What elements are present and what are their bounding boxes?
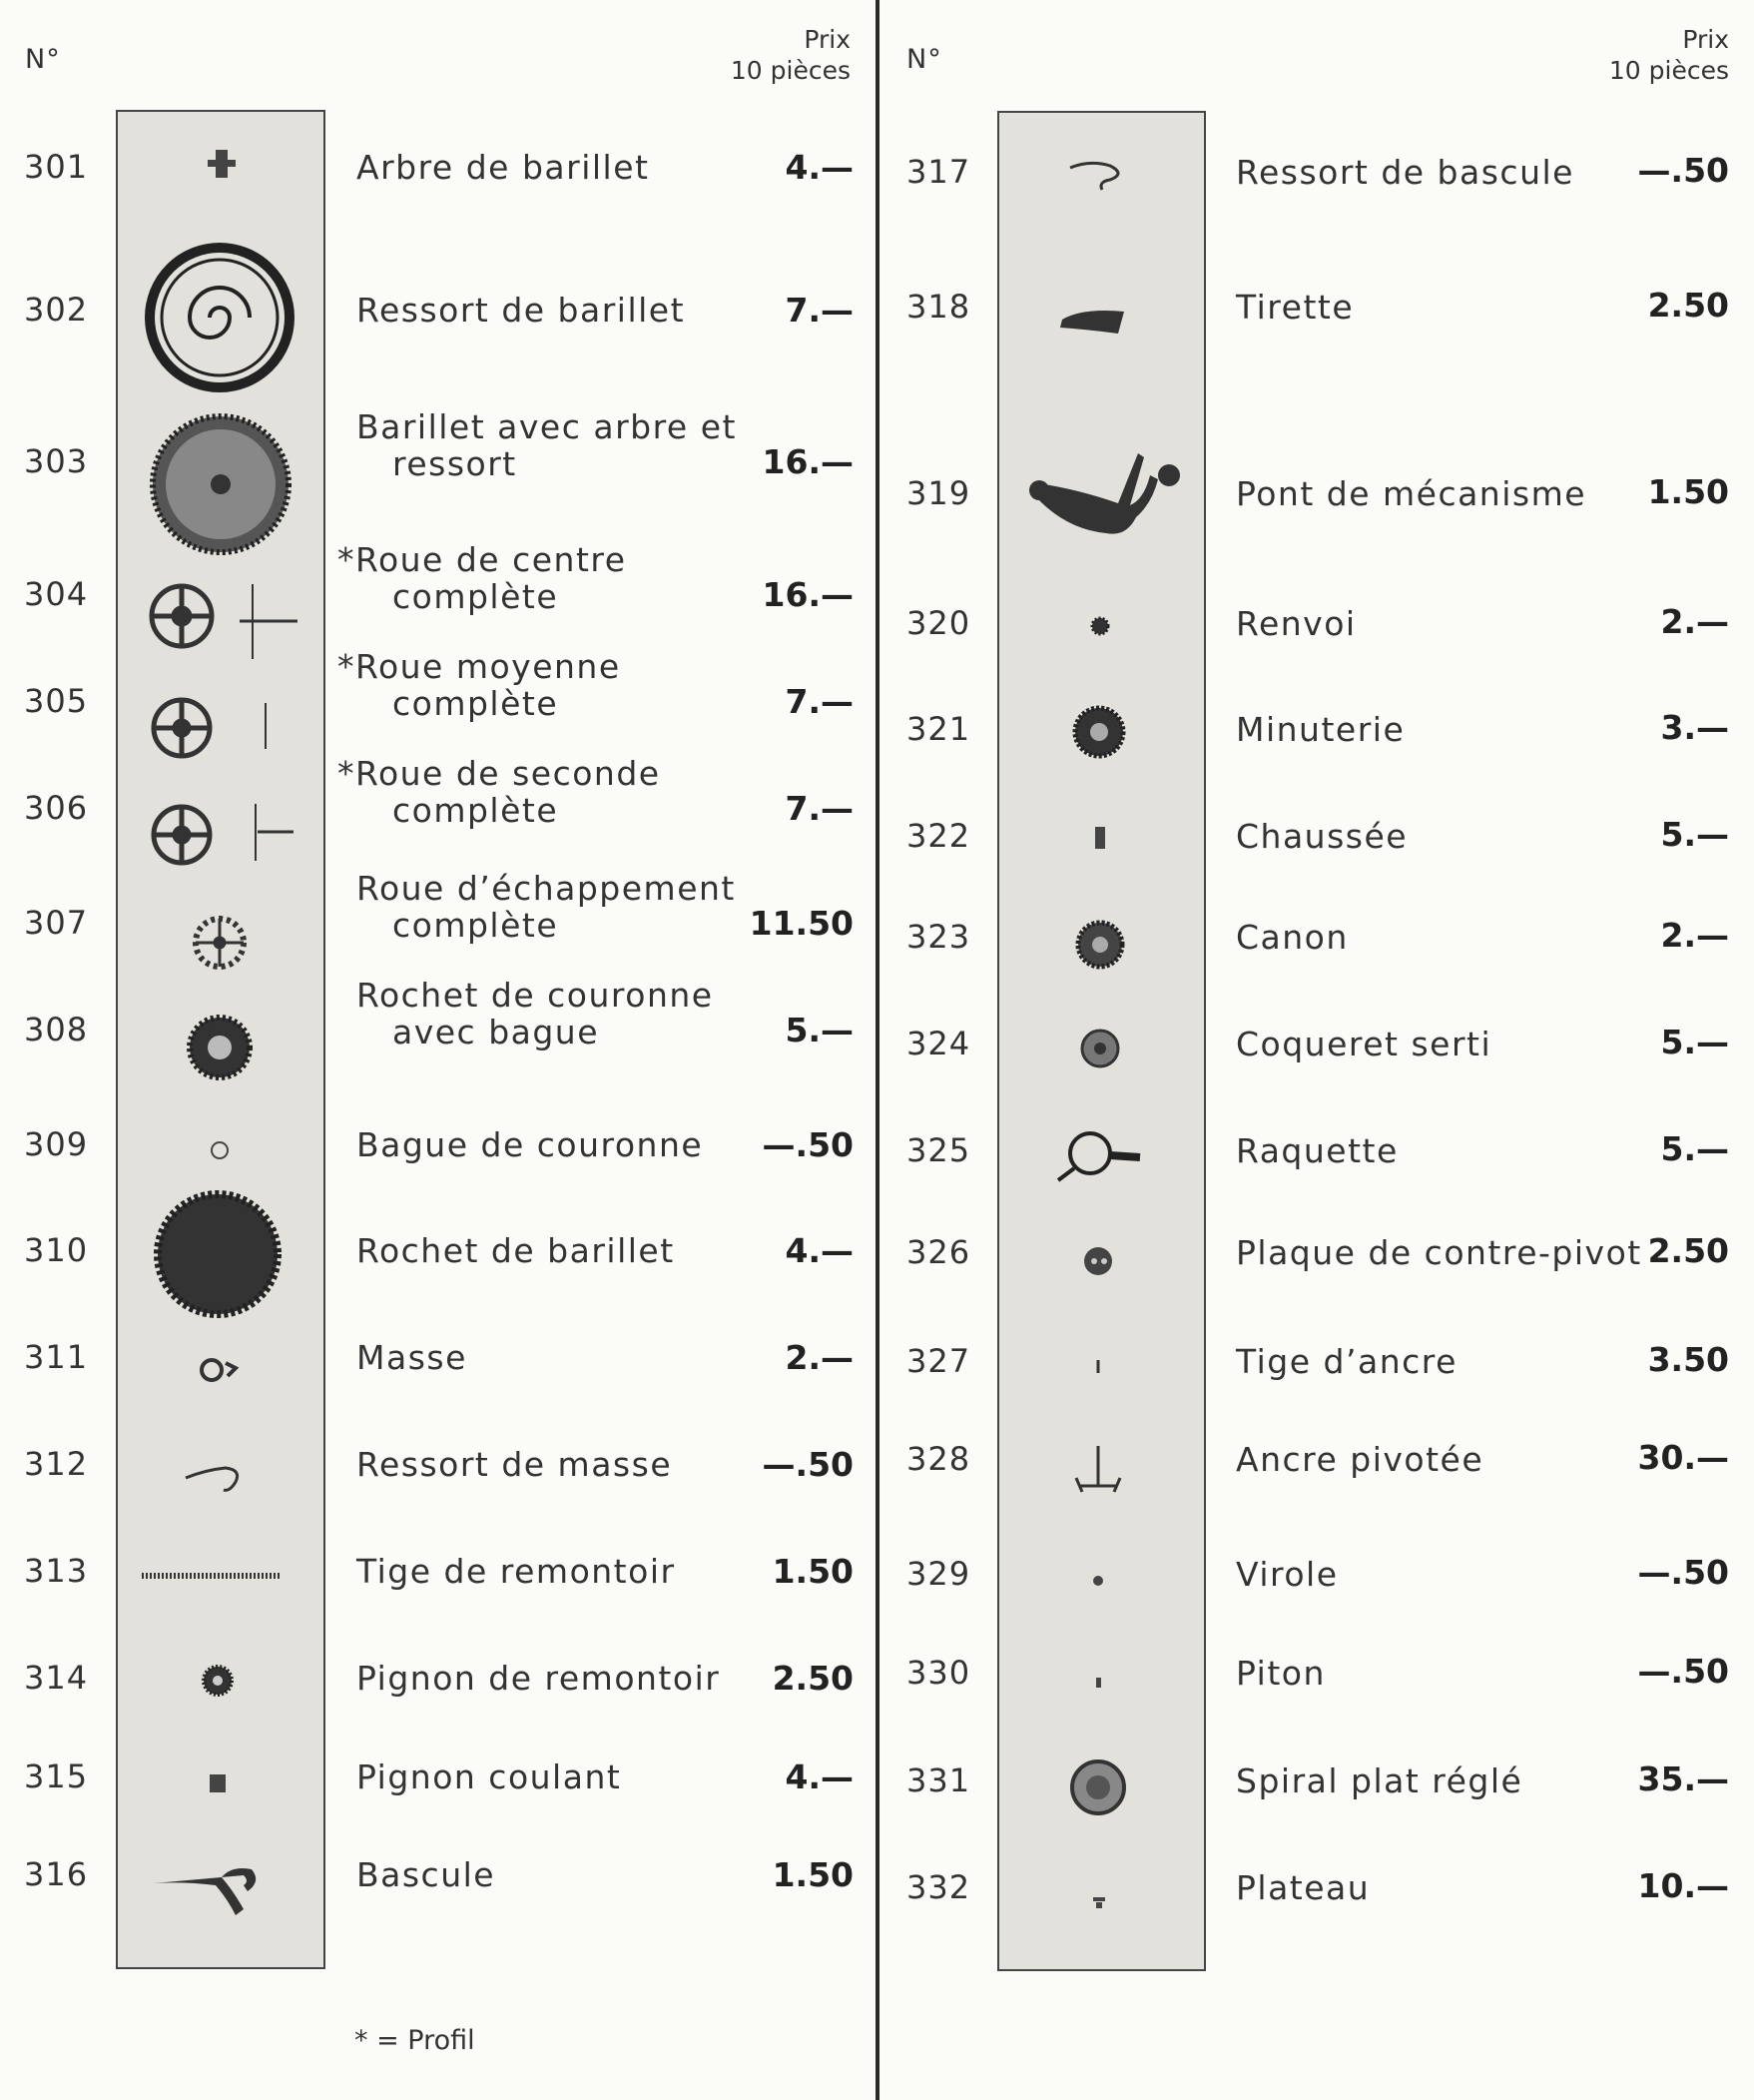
- part-price: 4.—: [785, 1757, 854, 1796]
- part-number: 327: [906, 1342, 971, 1380]
- setting-lever-icon: [1060, 311, 1124, 334]
- cap-jewel-icon: [1082, 1031, 1118, 1066]
- part-name: Plateau: [1236, 1868, 1371, 1907]
- crown-wheel-ring-icon: [212, 1142, 228, 1158]
- mass-spring-icon: [186, 1468, 238, 1490]
- part-name: Pont de mécanisme: [1236, 474, 1587, 513]
- roller-icon: [1093, 1897, 1105, 1908]
- part-name: Renvoi: [1236, 604, 1357, 643]
- part-number: 314: [24, 1659, 89, 1697]
- part-price: 16.—: [762, 442, 854, 481]
- part-name: *Roue de centre: [337, 540, 627, 579]
- part-name: Tirette: [1236, 288, 1355, 327]
- part-name: Tige d’ancre: [1236, 1342, 1458, 1381]
- part-number: 325: [906, 1131, 971, 1169]
- part-name-continued: avec bague: [392, 1013, 600, 1051]
- part-number: 322: [906, 817, 971, 855]
- part-price: —.50: [1637, 1553, 1729, 1592]
- part-name-continued: ressort: [392, 444, 517, 483]
- part-price: 16.—: [762, 575, 854, 614]
- part-price: 11.50: [749, 904, 854, 943]
- part-price: —.50: [762, 1445, 854, 1484]
- part-number: 317: [906, 153, 971, 191]
- part-number: 328: [906, 1440, 971, 1478]
- part-name: Barillet avec arbre et: [356, 407, 737, 446]
- hairspring-icon: [1072, 1761, 1124, 1813]
- center-wheel-icon: [152, 584, 297, 659]
- part-name: Rochet de couronne: [356, 976, 714, 1015]
- part-price: 3.—: [1660, 708, 1729, 747]
- part-number: 319: [906, 474, 971, 512]
- part-name: Tige de remontoir: [356, 1552, 676, 1591]
- part-number: 303: [24, 442, 89, 480]
- mainspring-icon: [150, 248, 290, 387]
- part-price: 2.50: [1647, 1231, 1729, 1270]
- part-number: 311: [24, 1338, 89, 1376]
- part-number: 321: [906, 710, 971, 748]
- footnote: * = Profil: [354, 2025, 475, 2056]
- part-name: Ressort de masse: [356, 1445, 673, 1484]
- collet-icon: [1093, 1576, 1103, 1586]
- part-price: 5.—: [1660, 1023, 1729, 1061]
- part-price: 35.—: [1637, 1759, 1729, 1798]
- right-no-header: N°: [906, 44, 942, 75]
- part-name: Raquette: [1236, 1131, 1399, 1170]
- part-name: Masse: [356, 1338, 467, 1377]
- part-name: Ancre pivotée: [1236, 1440, 1484, 1479]
- part-number: 324: [906, 1025, 971, 1062]
- part-price: 4.—: [785, 148, 854, 187]
- part-price: 2.—: [1660, 602, 1729, 641]
- part-number: 332: [906, 1868, 971, 1906]
- part-number: 310: [24, 1231, 89, 1269]
- part-name: Ressort de bascule: [1236, 153, 1574, 192]
- part-price: 2.—: [1660, 916, 1729, 955]
- sliding-pinion-icon: [210, 1774, 226, 1792]
- part-price: 1.50: [772, 1855, 854, 1894]
- part-name: Bague de couronne: [356, 1125, 704, 1164]
- intermediate-wheel-icon: [1092, 618, 1108, 634]
- part-name: Roue d’échappement: [356, 869, 736, 908]
- part-price: —.50: [762, 1125, 854, 1164]
- price-header-line1: Prix: [804, 25, 851, 54]
- yoke-spring-icon: [1070, 163, 1118, 190]
- part-number: 306: [24, 789, 89, 827]
- part-price: 5.—: [1660, 815, 1729, 854]
- part-name: Pignon de remontoir: [356, 1659, 721, 1698]
- part-price: —.50: [1637, 1652, 1729, 1691]
- part-name: Chaussée: [1236, 817, 1409, 856]
- part-number: 318: [906, 288, 971, 326]
- barrel-icon: [153, 416, 289, 552]
- part-price: 5.—: [1660, 1129, 1729, 1168]
- ratchet-wheel-icon: [158, 1194, 278, 1314]
- stud-icon: [1096, 1678, 1101, 1688]
- price-header-line2: 10 pièces: [1608, 56, 1729, 85]
- part-number: 323: [906, 918, 971, 956]
- part-number: 302: [24, 291, 89, 329]
- part-price: 30.—: [1637, 1438, 1729, 1477]
- part-number: 308: [24, 1011, 89, 1049]
- setting-bridge-icon: [1029, 453, 1180, 534]
- part-price: 7.—: [785, 682, 854, 721]
- winding-pinion-icon: [204, 1667, 232, 1695]
- part-name: Bascule: [356, 1855, 496, 1894]
- part-name: Pignon coulant: [356, 1757, 622, 1796]
- part-name: *Roue de seconde: [337, 754, 661, 793]
- part-name: Plaque de contre-pivot: [1236, 1233, 1642, 1272]
- hour-wheel-icon: [1078, 923, 1122, 967]
- part-name: Minuterie: [1236, 710, 1406, 749]
- part-name: Ressort de barillet: [356, 291, 686, 330]
- part-price: 7.—: [785, 789, 854, 828]
- part-number: 326: [906, 1233, 971, 1271]
- part-name-continued: complète: [392, 906, 559, 945]
- endstone-plate-icon: [1084, 1247, 1112, 1275]
- part-price: 7.—: [785, 291, 854, 330]
- part-number: 330: [906, 1654, 971, 1692]
- part-number: 309: [24, 1125, 89, 1163]
- part-name: Spiral plat réglé: [1236, 1761, 1523, 1800]
- part-number: 305: [24, 682, 89, 720]
- part-number: 320: [906, 604, 971, 642]
- part-name: Virole: [1236, 1555, 1339, 1594]
- price-header-line2: 10 pièces: [730, 56, 851, 85]
- part-price: —.50: [1637, 151, 1729, 190]
- part-number: 316: [24, 1855, 89, 1893]
- third-wheel-icon: [154, 700, 266, 756]
- part-price: 2.—: [785, 1338, 854, 1377]
- part-price: 1.50: [1647, 472, 1729, 511]
- part-number: 313: [24, 1552, 89, 1590]
- mass-icon: [202, 1360, 236, 1380]
- part-name: Arbre de barillet: [356, 148, 650, 187]
- cannon-pinion-icon: [1095, 827, 1105, 849]
- pallet-fork-icon: [1076, 1446, 1120, 1492]
- escape-wheel-icon: [196, 919, 244, 967]
- minute-wheel-icon: [1075, 708, 1123, 756]
- part-price: 10.—: [1637, 1866, 1729, 1905]
- part-price: 2.50: [1647, 286, 1729, 325]
- part-number: 307: [24, 904, 89, 942]
- part-name-continued: complète: [392, 684, 559, 723]
- barrel-arbor-icon: [208, 150, 236, 178]
- part-name: Coqueret serti: [1236, 1025, 1492, 1063]
- part-price: 2.50: [772, 1659, 854, 1698]
- seconds-wheel-icon: [154, 804, 293, 863]
- part-name: *Roue moyenne: [337, 647, 621, 686]
- part-name-continued: complète: [392, 577, 559, 616]
- regulator-icon: [1058, 1133, 1140, 1180]
- part-number: 304: [24, 575, 89, 613]
- part-number: 312: [24, 1445, 89, 1483]
- part-number: 331: [906, 1761, 971, 1799]
- crown-wheel-icon: [190, 1018, 250, 1077]
- part-number: 301: [24, 148, 89, 186]
- part-price: 1.50: [772, 1552, 854, 1591]
- yoke-icon: [154, 1868, 256, 1915]
- part-name-continued: complète: [392, 791, 559, 830]
- part-name: Rochet de barillet: [356, 1231, 675, 1270]
- part-number: 329: [906, 1555, 971, 1593]
- part-name: Piton: [1236, 1654, 1326, 1693]
- part-name: Canon: [1236, 918, 1349, 957]
- price-header-line1: Prix: [1682, 25, 1729, 54]
- part-number: 315: [24, 1757, 89, 1795]
- part-price: 4.—: [785, 1231, 854, 1270]
- part-price: 3.50: [1647, 1340, 1729, 1379]
- part-price: 5.—: [785, 1011, 854, 1050]
- left-no-header: N°: [25, 44, 61, 75]
